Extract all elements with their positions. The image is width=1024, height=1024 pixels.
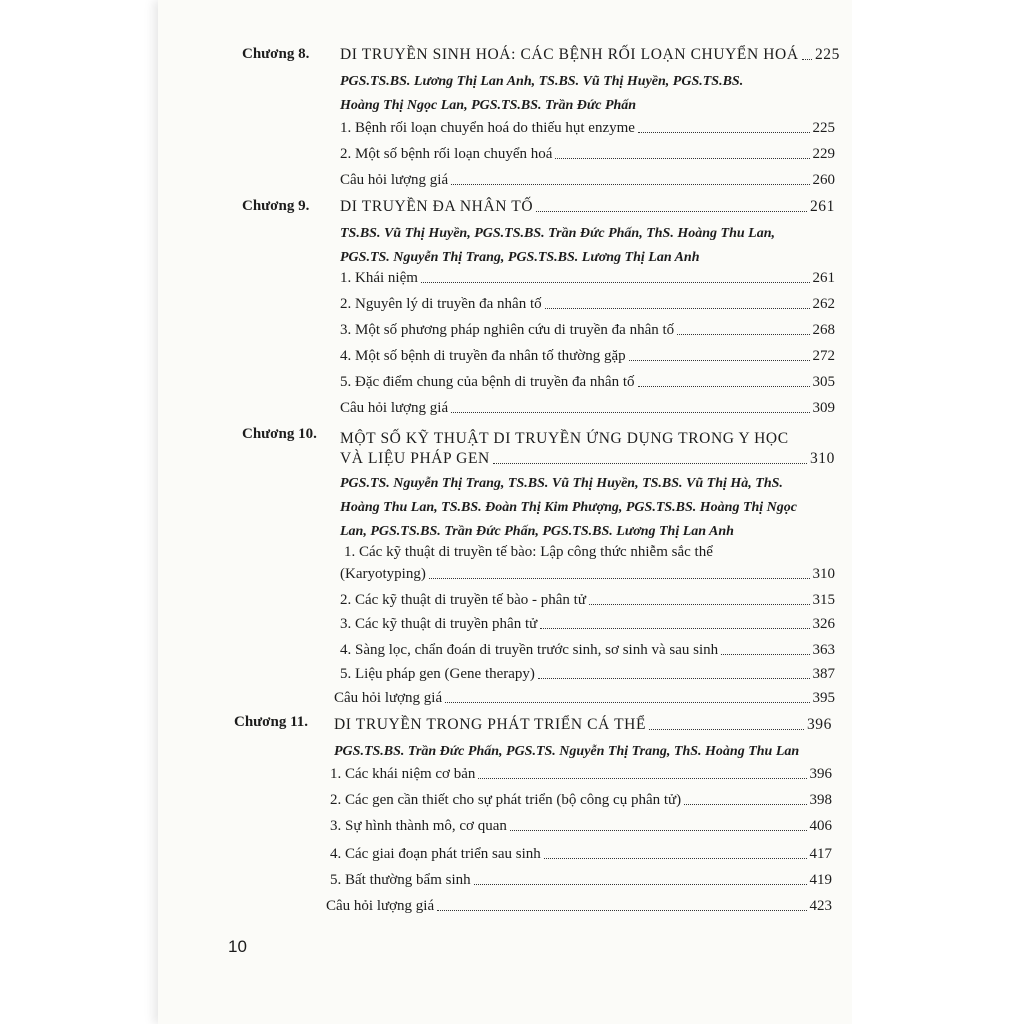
page-number: 10 [228, 937, 247, 956]
toc-item [340, 146, 835, 163]
leader-dots [555, 158, 809, 159]
toc-item-text: 5. Liệu pháp gen (Gene therapy) [340, 666, 535, 682]
toc-item [330, 872, 832, 889]
chapter-title-page: 225 [814, 46, 840, 63]
toc-item [334, 690, 835, 707]
leader-dots [545, 308, 810, 309]
chapter-title-page: 310 [809, 450, 835, 467]
toc-item-page: 260 [812, 172, 835, 188]
toc-item-page: 419 [809, 872, 832, 888]
leader-dots [802, 59, 812, 60]
toc-item [330, 792, 832, 809]
toc-item-text: Câu hỏi lượng giá [340, 400, 449, 416]
toc-item-page: 326 [812, 616, 835, 632]
toc-item-page: 229 [812, 146, 835, 162]
toc-item-text: 3. Các kỹ thuật di truyền phân tử [340, 616, 538, 632]
toc-item-text: 4. Sàng lọc, chẩn đoán di truyền trước sinh, sơ sinh và sau sinh [340, 642, 719, 658]
chapter-9-label: Chương 9. [242, 198, 310, 214]
toc-item-page: 272 [812, 348, 835, 364]
leader-dots [536, 211, 807, 212]
toc-item-page: 261 [812, 270, 835, 286]
toc-item-text: 1. Các khái niệm cơ bản [330, 766, 476, 782]
toc-item-page: 387 [812, 666, 835, 682]
toc-item-text: 2. Nguyên lý di truyền đa nhân tố [340, 296, 542, 312]
leader-dots [677, 334, 809, 335]
toc-item-page: 309 [812, 400, 835, 416]
toc-item [340, 592, 835, 609]
leader-dots [474, 884, 807, 885]
toc-item [326, 898, 832, 915]
toc-item-page: 417 [809, 846, 832, 862]
toc-item-text: 2. Các kỹ thuật di truyền tế bào - phân tử [340, 592, 586, 608]
toc-item-page: 268 [812, 322, 835, 338]
chapter-title-text: DI TRUYỀN TRONG PHÁT TRIỂN CÁ THỂ [334, 716, 647, 733]
chapter-8-label: Chương 8. [242, 46, 310, 62]
chapter-11-label: Chương 11. [234, 714, 308, 730]
leader-dots [629, 360, 810, 361]
toc-item-page: 310 [812, 566, 835, 582]
toc-item [340, 296, 835, 313]
toc-item-text: 5. Bất thường bẩm sinh [330, 872, 471, 888]
leader-dots [445, 702, 809, 703]
toc-item-text: 1. Khái niệm [340, 270, 418, 286]
chapter-title-text: DI TRUYỀN ĐA NHÂN TỐ [340, 198, 534, 215]
toc-item-page: 395 [812, 690, 835, 706]
chapter-8-title [340, 46, 840, 64]
chapter-title-page: 261 [809, 198, 835, 215]
toc-item [340, 172, 835, 189]
book-page [158, 0, 858, 1024]
leader-dots [538, 678, 810, 679]
toc-item-text: 5. Đặc điểm chung của bệnh di truyền đa nhân tố [340, 374, 635, 390]
toc-item [330, 818, 832, 835]
toc-item [340, 348, 835, 365]
toc-item-text: Câu hỏi lượng giá [340, 172, 449, 188]
toc-item [330, 766, 832, 783]
leader-dots [451, 184, 809, 185]
toc-item-text: Câu hỏi lượng giá [326, 898, 435, 914]
leader-dots [649, 729, 804, 730]
toc-item-page: 363 [812, 642, 835, 658]
toc-item-text: 3. Sự hình thành mô, cơ quan [330, 818, 507, 834]
leader-dots [638, 132, 810, 133]
leader-dots [493, 463, 807, 464]
toc-item-text: 4. Một số bệnh di truyền đa nhân tố thường gặp [340, 348, 626, 364]
leader-dots [451, 412, 809, 413]
toc-item-text: 3. Một số phương pháp nghiên cứu di truyền đa nhân tố [340, 322, 675, 338]
toc-item-page: 315 [812, 592, 835, 608]
chapter-11-title [334, 716, 832, 734]
leader-dots [437, 910, 806, 911]
toc-item [340, 270, 835, 287]
chapter-8-authors: PGS.TS.BS. Lương Thị Lan Anh, TS.BS. Vũ Thị Huyền, PGS.TS.BS. Hoàng Thị Ngọc Lan, PGS.TS.BS. Trần Đức Phấn [340, 74, 744, 113]
chapter-10-title-line2 [340, 450, 835, 468]
leader-dots [544, 858, 807, 859]
toc-item-line1: 1. Các kỹ thuật di truyền tế bào: Lập công thức nhiễm sắc thể [344, 544, 713, 560]
toc-item [340, 666, 835, 683]
chapter-title-text: DI TRUYỀN SINH HOÁ: CÁC BỆNH RỐI LOẠN CHUYỂN HOÁ [340, 46, 799, 63]
right-page-edge [852, 0, 1024, 1024]
leader-dots [638, 386, 810, 387]
chapter-11-authors: PGS.TS.BS. Trần Đức Phấn, PGS.TS. Nguyễn Thị Trang, ThS. Hoàng Thu Lan [334, 744, 800, 759]
toc-item-page: 305 [812, 374, 835, 390]
leader-dots [421, 282, 810, 283]
toc-item [340, 120, 835, 137]
chapter-9-title [340, 198, 835, 216]
toc-item [340, 616, 835, 633]
toc-item [340, 400, 835, 417]
toc-item-text: 2. Một số bệnh rối loạn chuyển hoá [340, 146, 553, 162]
toc-item-text: Câu hỏi lượng giá [334, 690, 443, 706]
toc-item [340, 322, 835, 339]
toc-item [340, 642, 835, 659]
chapter-10-title-line1: MỘT SỐ KỸ THUẬT DI TRUYỀN ỨNG DỤNG TRONG Y HỌC [340, 430, 789, 447]
toc-item-page: 398 [809, 792, 832, 808]
toc-item-page: 423 [809, 898, 832, 914]
toc-item-text: (Karyotyping) [340, 566, 426, 582]
toc-item-page: 406 [809, 818, 832, 834]
toc-item-page: 396 [809, 766, 832, 782]
toc-item-page: 225 [812, 120, 835, 136]
chapter-10-authors: PGS.TS. Nguyễn Thị Trang, TS.BS. Vũ Thị Huyền, TS.BS. Vũ Thị Hà, ThS. Hoàng Thu Lan, TS.BS. Đoàn Thị Kim Phượng, PGS.TS.BS. Hoàng Thị Ngọc Lan, PGS.TS.BS. Trần Đức Phấn, PGS.TS.BS. Lương Thị Lan Anh [340, 476, 798, 539]
leader-dots [589, 604, 810, 605]
chapter-10-label: Chương 10. [242, 426, 317, 442]
toc-item-text: 2. Các gen cần thiết cho sự phát triển (bộ công cụ phân tử) [330, 792, 682, 808]
leader-dots [510, 830, 807, 831]
toc-item-text: 1. Bệnh rối loạn chuyển hoá do thiếu hụt enzyme [340, 120, 635, 136]
leader-dots [540, 628, 809, 629]
toc-item-text: 4. Các giai đoạn phát triển sau sinh [330, 846, 541, 862]
leader-dots [478, 778, 806, 779]
leader-dots [684, 804, 806, 805]
chapter-9-authors: TS.BS. Vũ Thị Huyền, PGS.TS.BS. Trần Đức Phấn, ThS. Hoàng Thu Lan, PGS.TS. Nguyễn Thị Trang, PGS.TS.BS. Lương Thị Lan Anh [340, 226, 775, 265]
toc-item-page: 262 [812, 296, 835, 312]
toc-item [330, 846, 832, 863]
toc-item [340, 374, 835, 391]
chapter-title-page: 396 [806, 716, 832, 733]
chapter-title-text: VÀ LIỆU PHÁP GEN [340, 450, 490, 467]
leader-dots [721, 654, 809, 655]
leader-dots [429, 578, 810, 579]
toc-item [340, 566, 835, 583]
